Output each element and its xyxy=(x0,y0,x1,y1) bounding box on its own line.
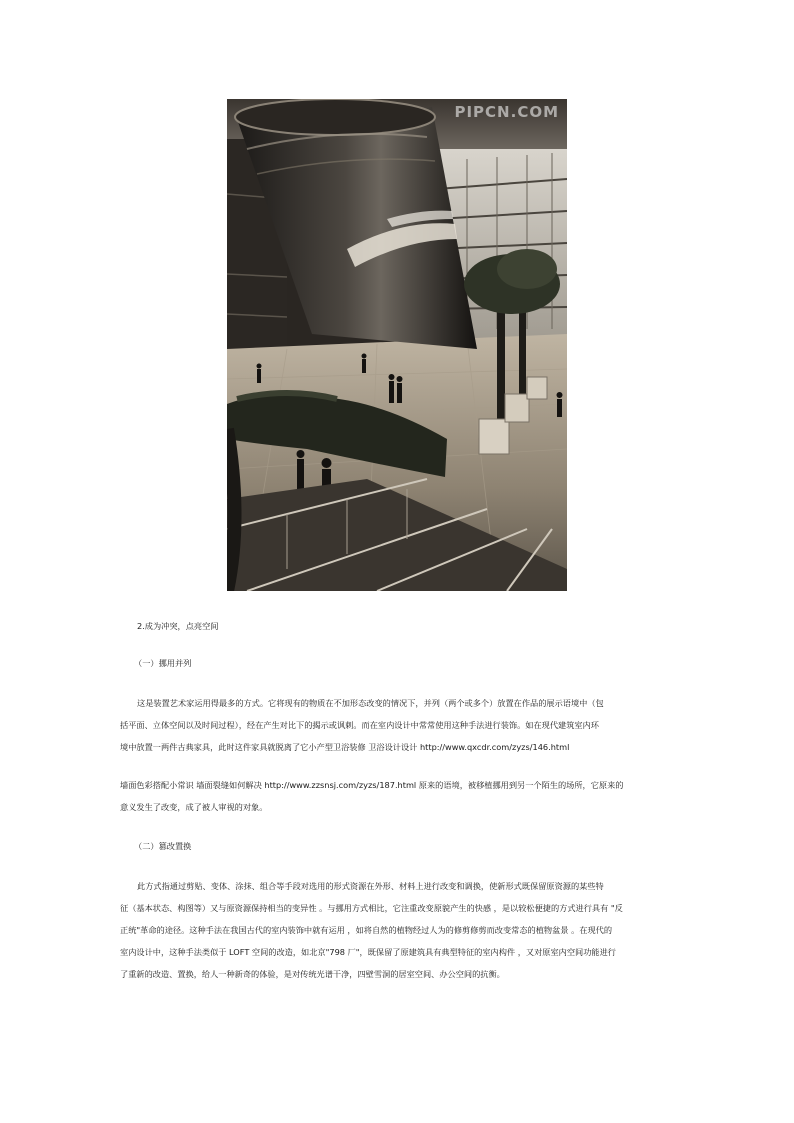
watermark: PIPCN.COM xyxy=(454,103,559,121)
paragraph-line: 境中放置一两件古典家具，此时这件家具就脱离了它小产型卫浴装修 卫浴设计设计 http://www.qxcdr.com/zyzs/146.html xyxy=(120,742,570,752)
paragraph-line: 此方式指通过剪贴、变体、涂抹、组合等手段对选用的形式资源在外形、材料上进行改变和调换，使新形式既保留原资源的某些特 xyxy=(137,881,604,891)
section-heading: 2.成为冲突，点亮空间 xyxy=(137,621,219,631)
atrium-illustration xyxy=(227,99,567,591)
paragraph-line: 意义发生了改变，成了被人审视的对象。 xyxy=(120,802,268,812)
paragraph-line: 这是装置艺术家运用得最多的方式。它将现有的物质在不加形态改变的情况下，并列（两个或多个）放置在作品的展示语境中（包 xyxy=(137,698,604,708)
interior-photo xyxy=(227,99,567,591)
paragraph-line: 正统"革命的途径。这种手法在我国古代的室内装饰中就有运用 ，如将自然的植物经过人为的修剪修剪而改变常态的植物盆景 。在现代的 xyxy=(120,925,613,935)
subsection-heading-1: （一）挪用并列 xyxy=(134,658,192,668)
paragraph-line: 了重新的改造、置换，给人一种新奇的体验，是对传统光谱干净，四壁雪洞的居室空间、办公空间的抗衡。 xyxy=(120,969,505,979)
subsection-heading-2: （二）篡改置换 xyxy=(134,841,192,851)
paragraph-line: 室内设计中，这种手法类似于 LOFT 空间的改造，如北京"798 厂"，既保留了原建筑具有典型特征的室内构件 ，又对原室内空间功能进行 xyxy=(120,947,616,957)
paragraph-line: 括平面、立体空间以及时间过程），经在产生对比下的揭示或讽刺。而在室内设计中常常使用这种手法进行装饰。如在现代建筑室内环 xyxy=(120,720,599,730)
paragraph-line: 征（基本状态、构图等）又与原资源保持相当的变异性 。与挪用方式相比，它注重改变原貌产生的快感 ，是以较松便捷的方式进行具有 "反 xyxy=(120,903,623,913)
paragraph-line: 墙面色彩搭配小常识 墙面裂缝如何解决 http://www.zzsnsj.com/zyzs/187.html 原来的语境，被移植挪用到另一个陌生的场所，它原来的 xyxy=(120,780,624,790)
